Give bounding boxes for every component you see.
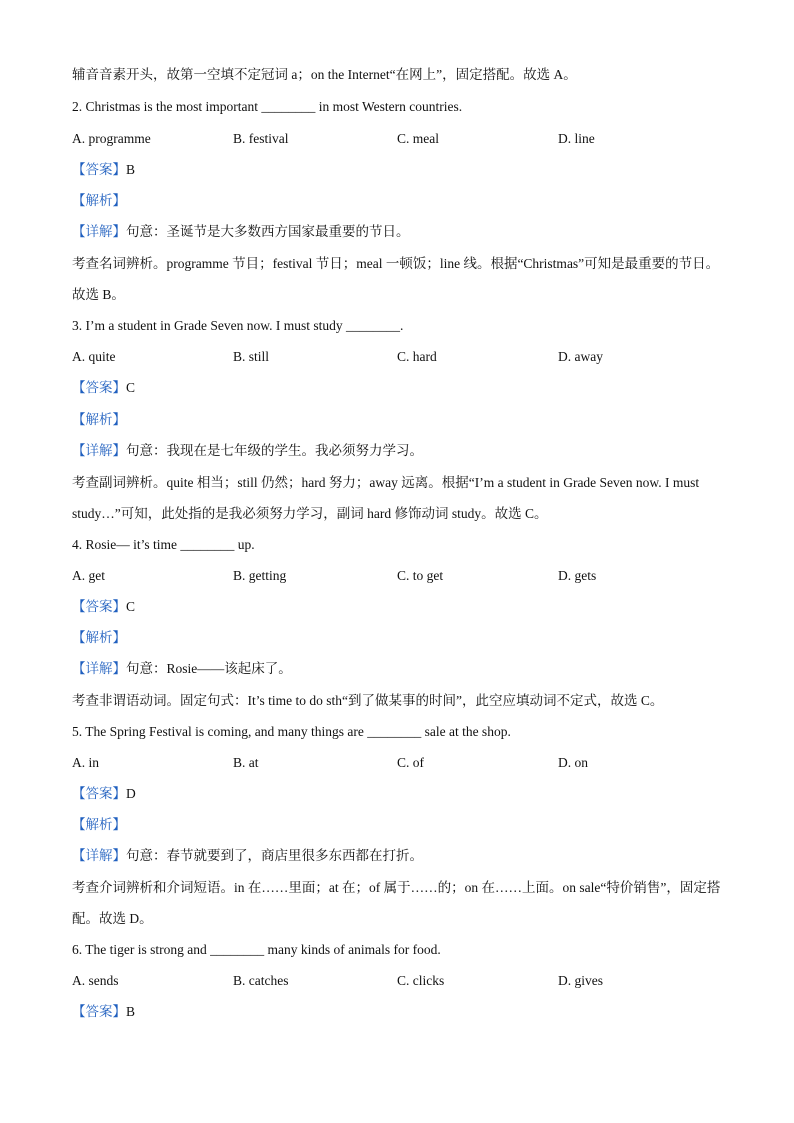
option-c: C. of (397, 755, 424, 770)
option-d: D. on (558, 755, 588, 770)
options-row (72, 567, 722, 585)
answer-line (72, 379, 135, 397)
detail-label: 【详解】 (72, 848, 126, 863)
option-c: C. clicks (397, 973, 445, 988)
answer-value: C (126, 599, 136, 614)
answer-label: 【答案】 (72, 162, 126, 177)
answer-label: 【答案】 (72, 380, 126, 395)
detail-line (72, 223, 410, 241)
explanation-text: 考查介词辨析和介词短语。in 在……里面；at 在；of 属于……的；on 在……上面。on sale“特价销售”，固定搭配。故选 D。 (72, 880, 721, 926)
detail-text: 句意：我现在是七年级的学生。我必须努力学习。 (126, 443, 423, 458)
question-stem: 3. I’m a student in Grade Seven now. I must study ________. (72, 318, 404, 333)
option-b: B. festival (233, 131, 289, 146)
explanation-text: 考查名词辨析。programme 节目；festival 节日；meal 一顿饭；line 线。根据“Christmas”可知是最重要的节日。故选 B。 (72, 256, 720, 302)
question-stem: 5. The Spring Festival is coming, and many things are ________ sale at the shop. (72, 724, 511, 739)
answer-label: 【答案】 (72, 1004, 126, 1019)
answer-line (72, 1003, 135, 1021)
options-row (72, 754, 722, 772)
analysis-line (72, 629, 126, 647)
question-stem: 2. Christmas is the most important ________ in most Western countries. (72, 99, 463, 114)
options-row (72, 348, 722, 366)
detail-label: 【详解】 (72, 224, 126, 239)
answer-line (72, 785, 136, 803)
option-d: D. away (558, 349, 603, 364)
option-c: C. to get (397, 568, 444, 583)
analysis-label: 【解析】 (72, 412, 126, 427)
answer-value: B (126, 1004, 136, 1019)
answer-line (72, 598, 135, 616)
question-stem: 4. Rosie— it’s time ________ up. (72, 537, 255, 552)
detail-label: 【详解】 (72, 661, 126, 676)
detail-label: 【详解】 (72, 443, 126, 458)
answer-value: D (126, 786, 136, 801)
detail-text: 句意：春节就要到了，商店里很多东西都在打折。 (126, 848, 423, 863)
intro-line: 辅音音素开头，故第一空填不定冠词 a；on the Internet“在网上”，固定搭配。故选 A。 (72, 67, 577, 82)
option-a: A. quite (72, 349, 116, 364)
answer-value: B (126, 162, 136, 177)
answer-label: 【答案】 (72, 786, 126, 801)
option-a: A. in (72, 755, 99, 770)
option-b: B. catches (233, 973, 289, 988)
option-d: D. line (558, 131, 595, 146)
option-a: A. get (72, 568, 105, 583)
answer-line (72, 161, 135, 179)
explanation-text: 考查副词辨析。quite 相当；still 仍然；hard 努力；away 远离。根据“I’m a student in Grade Seven now. I must study…”可知，此处指的是我必须努力学习，副词 hard 修饰动词 study。故选 C。 (72, 475, 700, 521)
option-b: B. still (233, 349, 270, 364)
options-row (72, 130, 722, 148)
option-d: D. gets (558, 568, 597, 583)
analysis-line (72, 411, 126, 429)
option-a: A. programme (72, 131, 151, 146)
analysis-label: 【解析】 (72, 193, 126, 208)
option-a: A. sends (72, 973, 119, 988)
answer-value: C (126, 380, 136, 395)
analysis-line (72, 192, 126, 210)
detail-line (72, 442, 423, 460)
detail-line (72, 847, 423, 865)
answer-label: 【答案】 (72, 599, 126, 614)
option-b: B. at (233, 755, 259, 770)
analysis-line (72, 816, 126, 834)
option-b: B. getting (233, 568, 287, 583)
options-row (72, 972, 722, 990)
detail-text: 句意：圣诞节是大多数西方国家最重要的节日。 (126, 224, 410, 239)
question-stem: 6. The tiger is strong and ________ many kinds of animals for food. (72, 942, 441, 957)
detail-text: 句意：Rosie——该起床了。 (126, 661, 292, 676)
analysis-label: 【解析】 (72, 817, 126, 832)
analysis-label: 【解析】 (72, 630, 126, 645)
option-d: D. gives (558, 973, 603, 988)
option-c: C. meal (397, 131, 439, 146)
option-c: C. hard (397, 349, 437, 364)
detail-line (72, 660, 292, 678)
explanation-text: 考查非谓语动词。固定句式：It’s time to do sth“到了做某事的时间”，此空应填动词不定式，故选 C。 (72, 693, 664, 708)
